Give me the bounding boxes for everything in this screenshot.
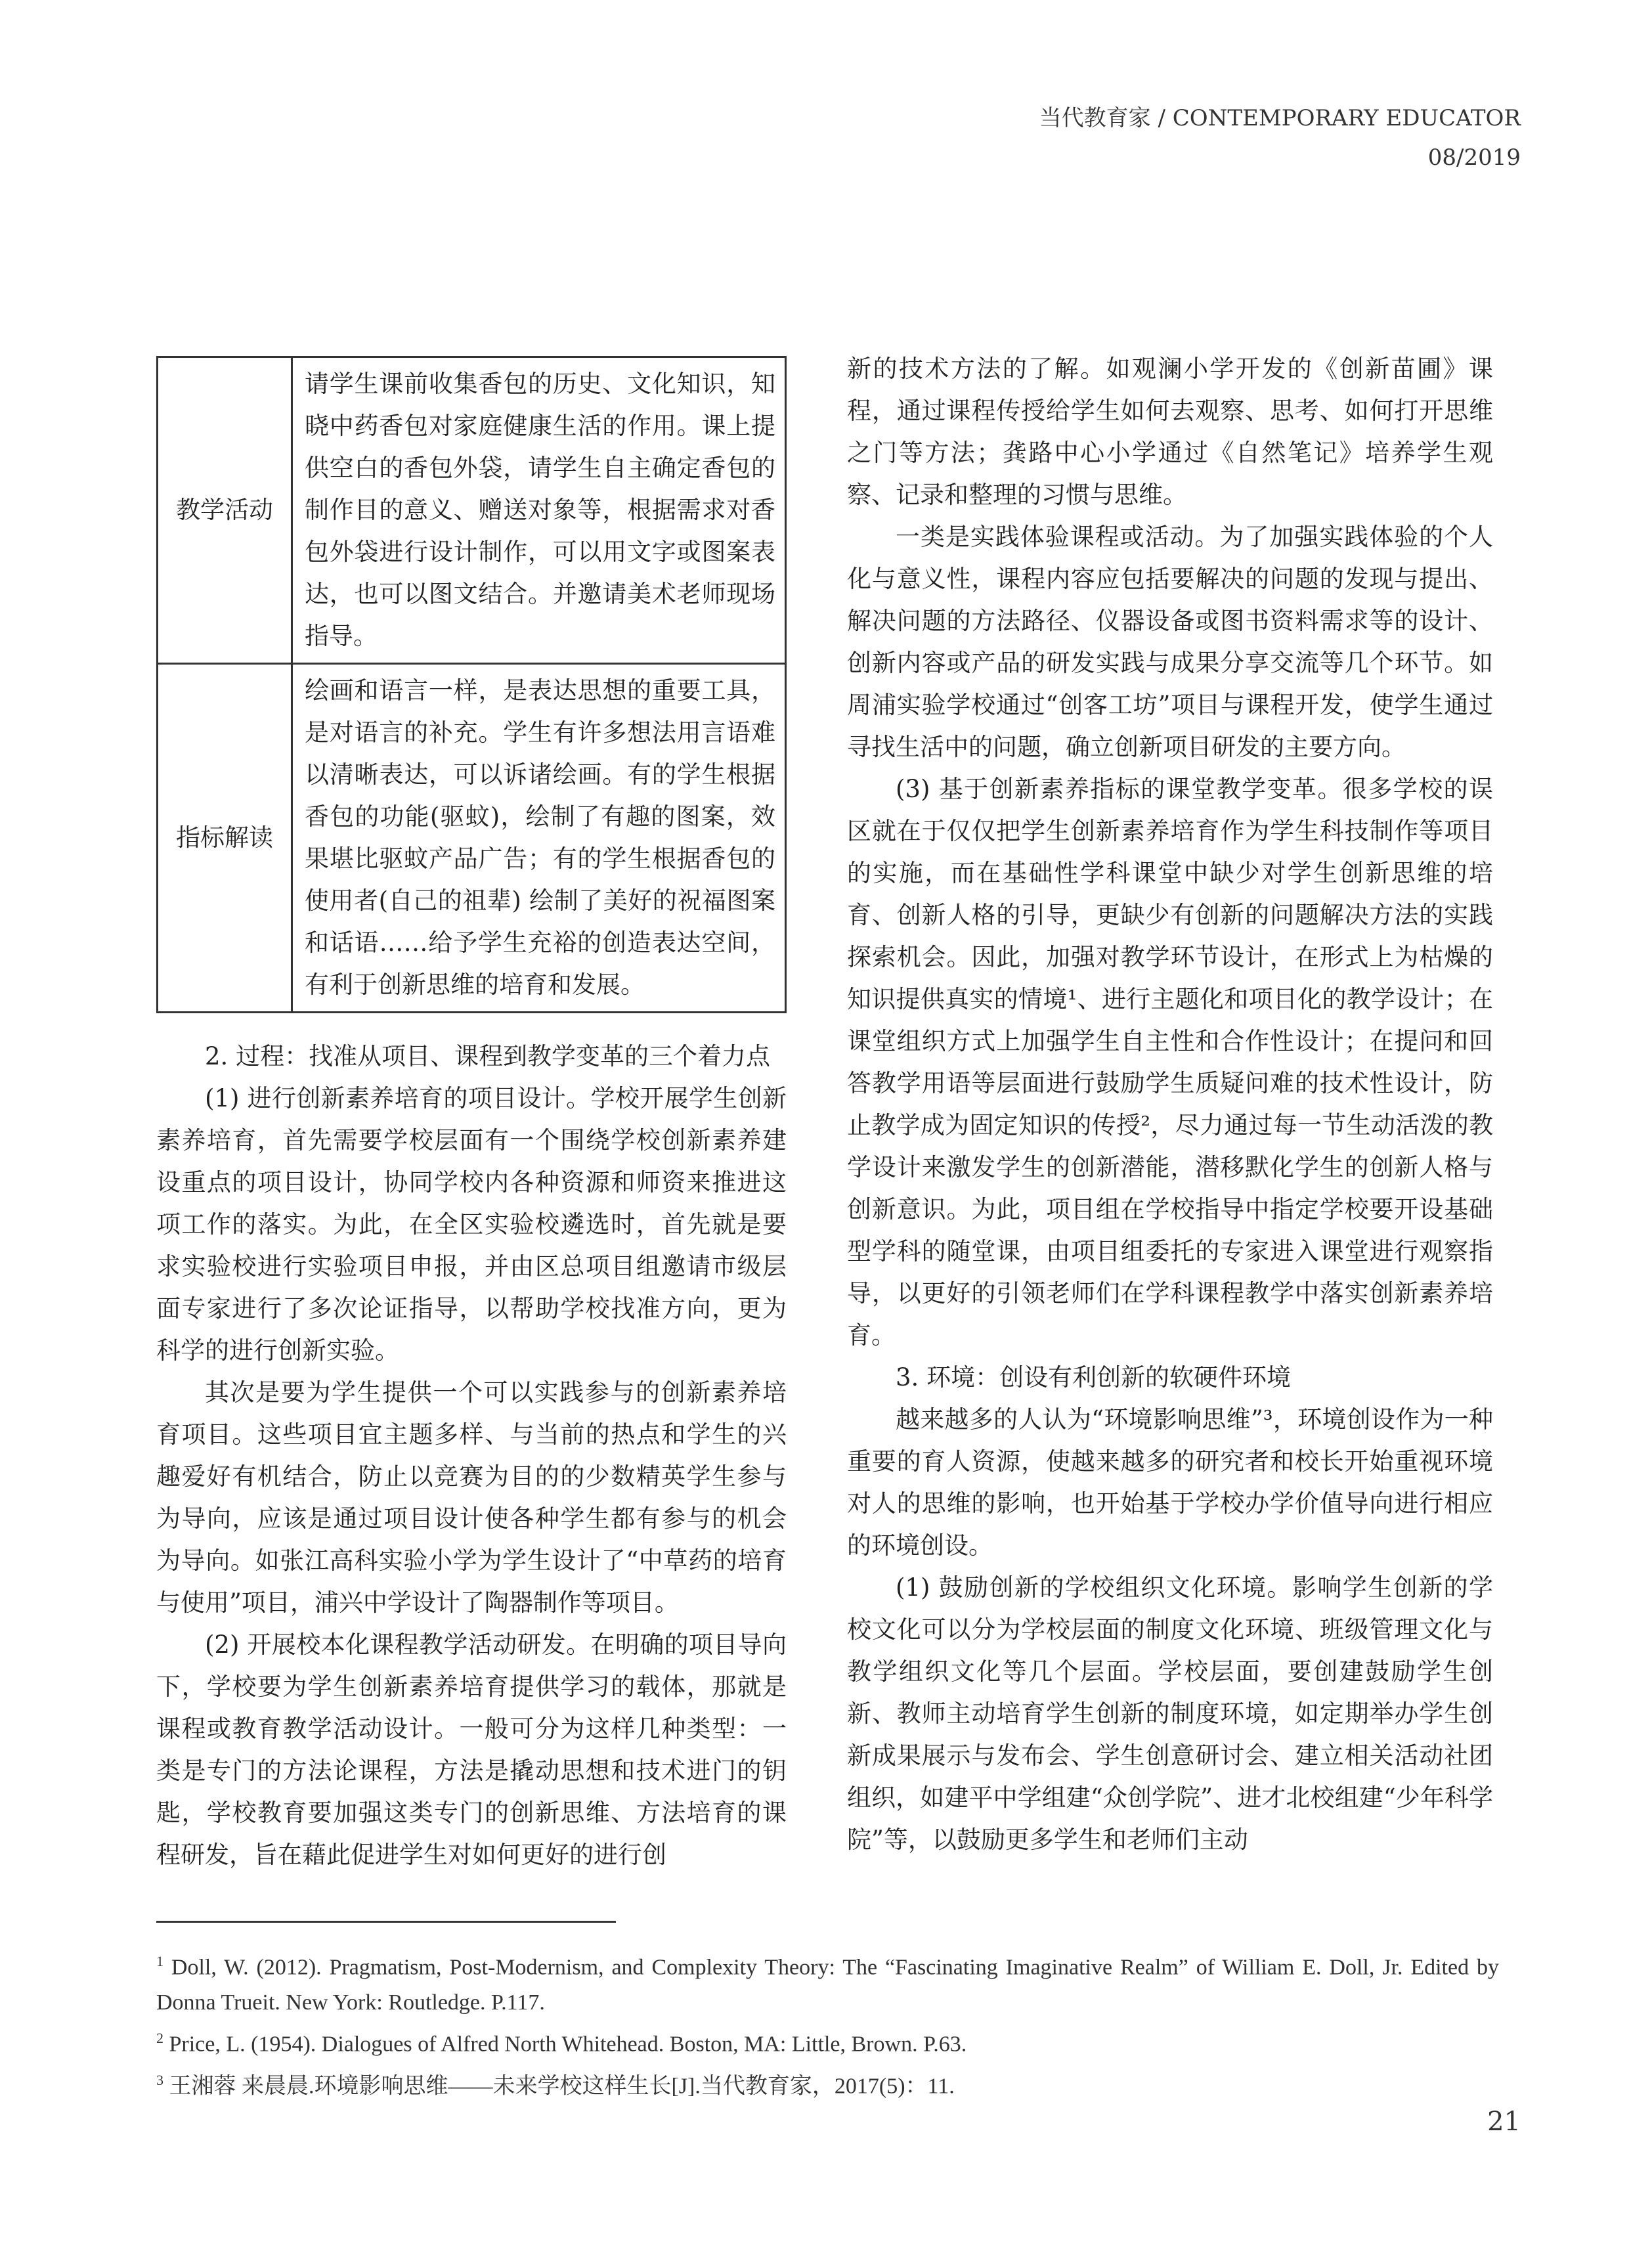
footnote	[156, 1944, 1499, 2021]
right-column	[847, 348, 1493, 1861]
body-paragraph: (1) 进行创新素养培育的项目设计。学校开展学生创新素养培育，首先需要学校层面有一个围绕学校创新素养建设重点的项目设计，协同学校内各种资源和师资来推进这项工作的落实。为此，在全区实验校遴选时，首先就是要求实验校进行实验项目申报，并由区总项目组邀请市级层面专家进行了多次论证指导，以帮助学校找准方向，更为科学的进行创新实验。	[156, 1084, 787, 1365]
body-paragraph: (2) 开展校本化课程教学活动研发。在明确的项目导向下，学校要为学生创新素养培育提供学习的载体，那就是课程或教育教学活动设计。一般可分为这样几种类型：一类是专门的方法论课程，方法是撬动思想和技术进门的钥匙，学校教育要加强这类专门的创新思维、方法培育的课程研发，旨在藉此促进学生对如何更好的进行创	[156, 1631, 787, 1869]
row-content: 请学生课前收集香包的历史、文化知识，知晓中药香包对家庭健康生活的作用。课上提供空白的香包外袋，请学生自主确定香包的制作目的意义、赠送对象等，根据需求对香包外袋进行设计制作，可以用文字或图案表达，也可以图文结合。并邀请美术老师现场指导。	[292, 357, 786, 664]
footnote	[156, 2021, 1499, 2062]
footnote-text: Price, L. (1954). Dialogues of Alfred North Whitehead. Boston, MA: Little, Brown. P.63.	[169, 2032, 967, 2057]
footnote-number: 2	[156, 2030, 163, 2047]
footnote-number: 3	[156, 2071, 163, 2088]
footnote-rule	[156, 1921, 616, 1923]
journal-title: 当代教育家 / CONTEMPORARY EDUCATOR	[1039, 105, 1521, 131]
row-content: 绘画和语言一样，是表达思想的重要工具，是对语言的补充。学生有许多想法用言语难以清晰表达，可以诉诸绘画。有的学生根据香包的功能(驱蚊)，绘制了有趣的图案，效果堪比驱蚊产品广告；有的学生根据香包的使用者(自己的祖辈) 绘制了美好的祝福图案和话语……给予学生充裕的创造表达空间，有利于创新思维的培育和发展。	[292, 664, 786, 1013]
body-paragraph: 新的技术方法的了解。如观澜小学开发的《创新苗圃》课程，通过课程传授给学生如何去观察、思考、如何打开思维之门等方法；龚路中心小学通过《自然笔记》培养学生观察、记录和整理的习惯与思维。	[847, 355, 1493, 509]
page-number: 21	[1487, 2107, 1521, 2137]
footnote-text: Doll, W. (2012). Pragmatism, Post-Modernism, and Complexity Theory: The “Fascinating Imaginative Realm” of William E. Doll, Jr. Edited by Donna Trueit. New York: Routledge. P.117.	[156, 1955, 1499, 2015]
table-row	[158, 357, 786, 664]
body-paragraph: 一类是实践体验课程或活动。为了加强实践体验的个人化与意义性，课程内容应包括要解决的问题的发现与提出、解决问题的方法路径、仪器设备或图书资料需求等的设计、创新内容或产品的研发实践与成果分享交流等几个环节。如周浦实验学校通过“创客工坊”项目与课程开发，使学生通过寻找生活中的问题，确立创新项目研发的主要方向。	[847, 523, 1493, 761]
issue-date: 08/2019	[1427, 144, 1521, 171]
left-column	[156, 356, 787, 1876]
body-paragraph: 其次是要为学生提供一个可以实践参与的创新素养培育项目。这些项目宜主题多样、与当前的热点和学生的兴趣爱好有机结合，防止以竞赛为目的的少数精英学生参与为导向，应该是通过项目设计使各种学生都有参与的机会为导向。如张江高科实验小学为学生设计了“中草药的培育与使用”项目，浦兴中学设计了陶器制作等项目。	[156, 1378, 787, 1617]
row-label: 指标解读	[158, 664, 292, 1013]
footnotes	[156, 1944, 1499, 2104]
footnote	[156, 2063, 1499, 2104]
body-paragraph: (3) 基于创新素养指标的课堂教学变革。很多学校的误区就在于仅仅把学生创新素养培育作为学生科技制作等项目的实施，而在基础性学科课堂中缺少对学生创新思维的培育、创新人格的引导，更缺少有创新的问题解决方法的实践探索机会。因此，加强对教学环节设计，在形式上为枯燥的知识提供真实的情境¹、进行主题化和项目化的教学设计；在课堂组织方式上加强学生自主性和合作性设计；在提问和回答教学用语等层面进行鼓励学生质疑问难的技术性设计，防止教学成为固定知识的传授²，尽力通过每一节生动活泼的教学设计来激发学生的创新潜能，潜移默化学生的创新人格与创新意识。为此，项目组在学校指导中指定学校要开设基础型学科的随堂课，由项目组委托的专家进入课堂进行观察指导，以更好的引领老师们在学科课程教学中落实创新素养培育。	[847, 775, 1493, 1349]
activity-table	[156, 356, 787, 1013]
row-label: 教学活动	[158, 357, 292, 664]
footnote-text: 王湘蓉 来晨晨.环境影响思维——未来学校这样生长[J].当代教育家，2017(5)：11.	[169, 2073, 955, 2098]
running-header	[1039, 99, 1521, 177]
section-heading: 3. 环境：创设有利创新的软硬件环境	[896, 1363, 1292, 1391]
footnote-number: 1	[156, 1953, 163, 1969]
body-paragraph: 越来越多的人认为“环境影响思维”³，环境创设作为一种重要的育人资源，使越来越多的研究者和校长开始重视环境对人的思维的影响，也开始基于学校办学价值导向进行相应的环境创设。	[847, 1405, 1493, 1560]
body-paragraph: (1) 鼓励创新的学校组织文化环境。影响学生创新的学校文化可以分为学校层面的制度文化环境、班级管理文化与教学组织文化等几个层面。学校层面，要创建鼓励学生创新、教师主动培育学生创新的制度环境，如定期举办学生创新成果展示与发布会、学生创意研讨会、建立相关活动社团组织，如建平中学组建“众创学院”、进才北校组建“少年科学院”等，以鼓励更多学生和老师们主动	[847, 1573, 1493, 1854]
section-heading: 2. 过程：找准从项目、课程到教学变革的三个着力点	[205, 1042, 771, 1070]
table-row	[158, 664, 786, 1013]
